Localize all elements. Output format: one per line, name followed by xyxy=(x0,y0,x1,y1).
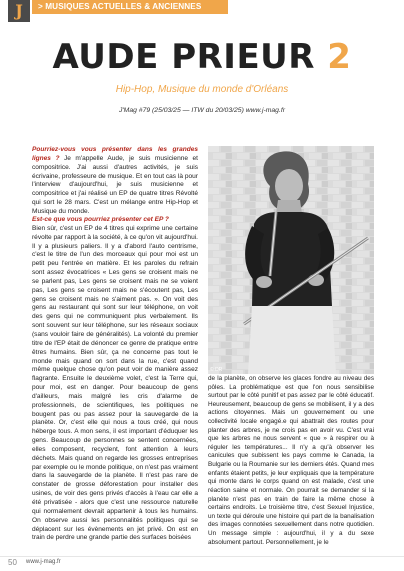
article-title xyxy=(0,37,404,77)
title-number: 2 xyxy=(327,37,352,77)
photo-credit: © DR xyxy=(210,367,223,373)
right-column xyxy=(208,375,374,547)
article-meta: J'Mag #79 (25/03/25 — ITW du 20/03/25) www.j-mag.fr xyxy=(118,107,285,114)
article-subtitle: Hip-Hop, Musique du monde d'Orléans xyxy=(115,84,289,95)
answer-2-text: Bien sûr, c'est un EP de 4 titres qui exprime une certaine révolte par rapport à la société, à ce qu'on vit aujourd'hui. Il y a plusieurs paliers. Il y a d'abord l'auto centrisme, c'est le titre de l'un des morceaux qui pour moi est un petit peu l'entrée en matière. Et les paroles du refrain sont assez évocatrices « Les gens se croisent mais ne se parlent pas, Les gens se croisent mais ne se voient pas, Les gens se croisent mais ne s'écoutent pas, Les gens se croisent mais ne s'aiment pas. ». On voit des gens au restaurant qui sont sur leur téléphone, on voit des gens qui ne communiquent plus verbalement. Ils sont souvent sur leur téléphone, sur les réseaux sociaux (sans vouloir faire de généralités). La volonté du premier titre de l'EP était de dénoncer ce genre de pratique entre êtres humains. Bien sûr, ça ne concerne pas tout le monde mais quand on sort dans la rue, c'est quand même quelque chose qu'on peut voir de manière assez flagrante. Ensuite le deuxième volet, c'est la Terre qui, pour moi, est en danger. Pour beaucoup de gens d'ailleurs, mais malgré les cris d'alarme de professionnels, de scientifiques, les politiques ne bougent pas ou pas assez pour la sauvegarde de la planète. Or, c'est elle qui nous a tous créé, qui nous héberge tous. A mon sens, il est important d'éduquer les gens. Beaucoup de personnes se sentent concernées, elles composent, recyclent, font attention à leurs déchets. Mais quand on regarde les grosses entreprises par exemple ou le monde politique, on n'est pas vraiment dans la sauvegarde de la planète. Il n'est pas rare de constater de grosse déforestation pour installer des usines, de voir des gens privés d'accès à l'eau car elle a été privatisée - alors que c'est une ressource naturelle qui normalement devrait appartenir à tous les humains. On observe aussi les personnalités politiques qui se déplacent sur les évènements en jet privé. On est en train de perdre une grande partie des surfaces boisées xyxy=(32,224,198,542)
intro-paragraph xyxy=(32,146,198,217)
section-rubric: > MUSIQUES ACTUELLES & ANCIENNES xyxy=(32,0,228,14)
question-1: Pourriez-vous vous présenter dans les grandes lignes ? xyxy=(32,146,198,162)
page-number: 50 xyxy=(8,558,17,567)
title-main: AUDE PRIEUR xyxy=(52,37,328,77)
answer-1: Je m'appelle Aude, je suis musicienne et compositrice. J'ai aussi d'autres activités, je suis écrivaine, professeure de musique. Et en tout cas là pour l'interview d'aujourd'hui, je suis musicienne et compositrice et j'ai réalisé un EP de quatre titres Révolté qui sort le 28 mars. C'est un mélange entre Hip-Hop et Musique du monde. xyxy=(32,154,198,215)
logo-letter: J xyxy=(15,1,23,20)
magazine-logo[interactable] xyxy=(8,0,30,22)
footer-divider xyxy=(0,556,404,557)
question-2: Est-ce que vous pourriez présenter cet EP ? xyxy=(32,216,169,223)
intro-column xyxy=(32,146,198,217)
photo-illustration xyxy=(208,146,374,374)
artist-photo xyxy=(208,146,374,374)
left-column xyxy=(32,216,198,543)
answer-2-continued: de la planète, on observe les glaces fondre au niveau des pôles. La problématique est que l'on nous sensibilise surtout par le côté punitif et pas assez par le côté éducatif. Heureusement, beaucoup de gens se mobilisent, il y a des actions citoyennes. Mais un gouvernement ou une collectivité locale engagé.e qui abattrait des routes pour planter des arbres, je ne crois pas en avoir vu. C'est vrai que les arbres ne nous servent « que » à respirer ou à réguler les températures... Il n'y a qu'à observer les canicules que subissent les pays comme le Canada, la Bulgarie ou la Roumanie sur les derniers étés. Quand mes enfants étaient petits, je leur expliquais que la température qui monte dans le corps quand on est malade, c'est une réaction saine et normale. On pourrait se demander si la planète n'est pas en train de faire la même chose à certains endroits. Le troisième titre, c'est Sexuel Injustice, un texte qui déroule une histoire qui part de la banalisation des images connotées sexuellement dans notre quotidien. Un message simple : aujourd'hui, il y a du sexe absolument partout. Personnellement, je le xyxy=(208,375,374,546)
footer-url[interactable]: www.j-mag.fr xyxy=(26,559,61,565)
